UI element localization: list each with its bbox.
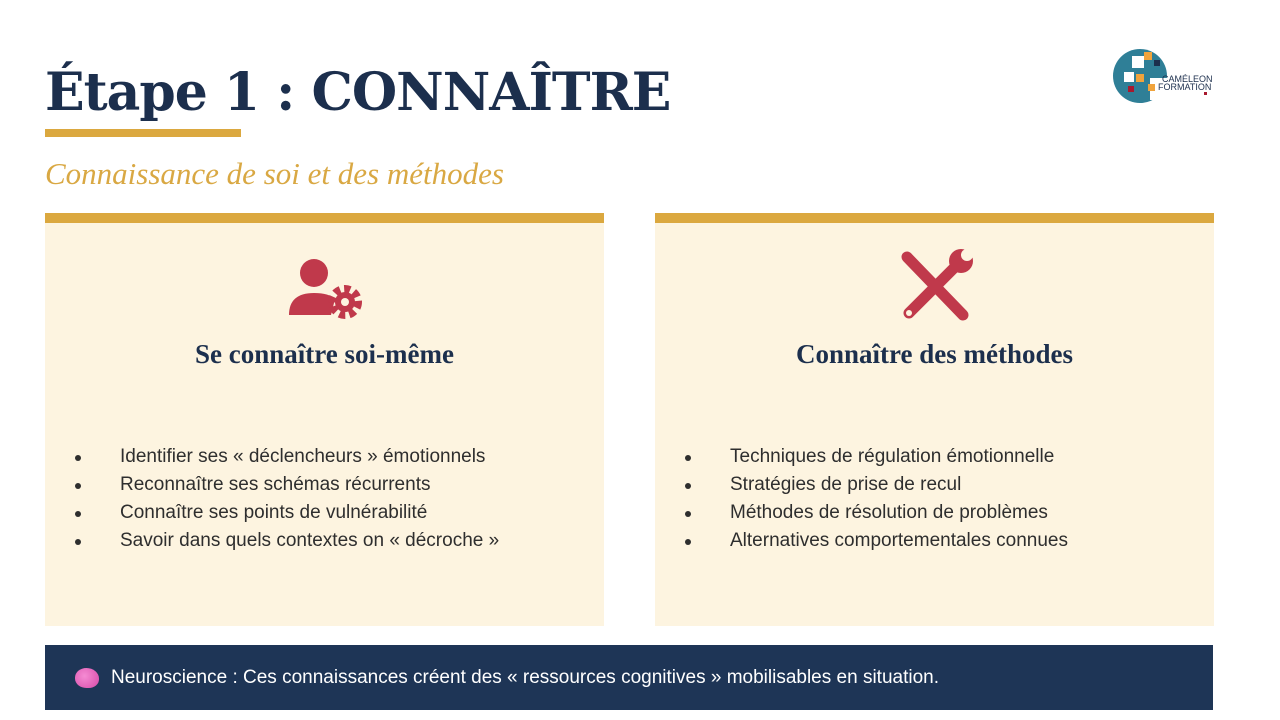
banner-text: Neuroscience : Ces connaissances créent des « ressources cognitives » mobilisables en situation. (111, 666, 939, 688)
list-item (75, 499, 499, 527)
list-item-text: Stratégies de prise de recul (730, 474, 962, 495)
card-methods (655, 213, 1214, 626)
list-item-text: Savoir dans quels contextes on « décroche » (120, 530, 500, 551)
list-item (685, 499, 1068, 527)
card-heading: Connaître des méthodes (795, 339, 1073, 369)
slide-title: Étape 1 : CONNAÎTRE (45, 62, 671, 123)
list-item-text: Connaître ses points de vulnérabilité (120, 502, 428, 523)
list-item-text: Méthodes de résolution de problèmes (730, 502, 1048, 523)
tools-icon (893, 245, 977, 329)
card-heading: Se connaître soi-même (195, 339, 454, 369)
list-item-text: Reconnaître ses schémas récurrents (120, 474, 431, 495)
card-self-knowledge (45, 213, 604, 626)
bullet-list (685, 443, 1068, 555)
list-item (685, 471, 1068, 499)
list-item (75, 443, 499, 471)
bullet-list (75, 443, 499, 555)
list-item (685, 527, 1068, 555)
brain-icon (75, 668, 99, 688)
slide-subtitle: Connaissance de soi et des méthodes (45, 156, 504, 191)
svg-text:CAMÉLEON: CAMÉLEON (1162, 74, 1212, 84)
list-item (685, 443, 1068, 471)
svg-text:FORMATION: FORMATION (1158, 82, 1212, 92)
neuroscience-banner (45, 645, 1213, 710)
list-item-text: Identifier ses « déclencheurs » émotionnels (120, 446, 486, 467)
list-item-text: Techniques de régulation émotionnelle (730, 446, 1055, 467)
list-item-text: Alternatives comportementales connues (730, 530, 1068, 551)
cameleon-logo (1112, 44, 1212, 108)
user-gear-icon (283, 245, 367, 329)
list-item (75, 527, 499, 555)
title-underline (45, 129, 241, 137)
list-item (75, 471, 499, 499)
